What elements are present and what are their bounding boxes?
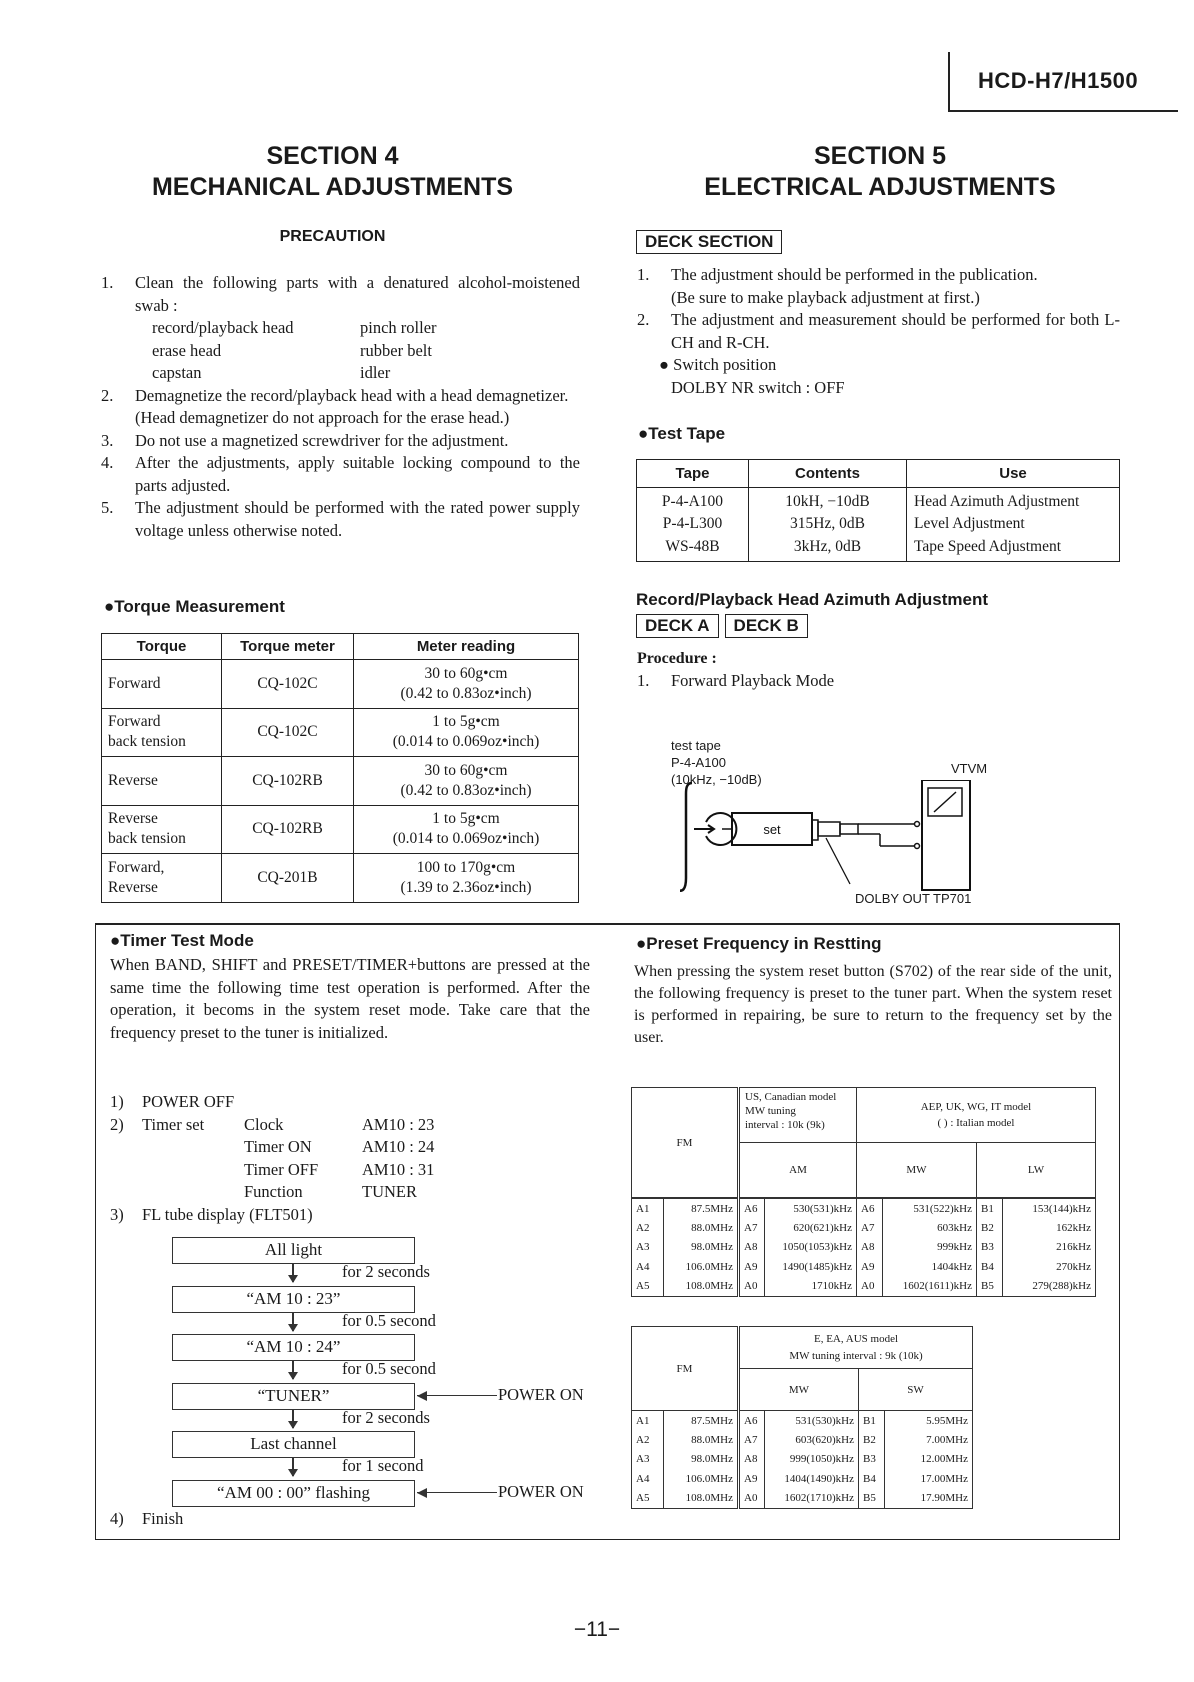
flow-step: “AM 10 : 24” for 0.5 second <box>172 1334 592 1383</box>
model-number: HCD-H7/H1500 <box>978 68 1139 93</box>
deck-labels <box>636 614 808 638</box>
timer-step-2: 2) Timer set Clock AM10 : 23 Timer ON AM10 : 24 Timer OFF AM10 : 31 Function TUNER <box>110 1114 590 1204</box>
switch-position-value: DOLBY NR switch : OFF <box>671 377 845 397</box>
flow-step: “TUNER” POWER ON for 2 seconds <box>172 1383 592 1432</box>
timer-test-paragraph: When BAND, SHIFT and PRESET/TIMER+buttons are pressed at the same time the following time test operation is performed. After the operation, it becoms in the system reset mode. Take care that the frequency preset to the tuner is initialized. <box>110 955 590 1042</box>
fl-display-flowchart <box>172 1237 592 1510</box>
precaution-item: 2. Demagnetize the record/playback head with a head demagnetizer. <box>101 385 569 405</box>
azimuth-connection-diagram <box>680 780 1010 900</box>
parts-row: capstan idler <box>152 363 391 382</box>
table-row: A3 98.0MHz A8 999(1050)kHz B3 12.00MHz <box>632 1450 973 1470</box>
probe-label: DOLBY OUT TP701 <box>855 891 972 906</box>
svg-text:set: set <box>763 822 781 837</box>
preset-table-us-aep: FM US, Canadian model MW tuning interval : 10k (9k) AEP, UK, WG, IT model ( ) : Italian model AM MW LW <box>631 1087 1096 1198</box>
deck-section-label: DECK SECTION <box>636 230 782 254</box>
table-row: A3 98.0MHz A8 1050(1053)kHz A8 999kHz B3 216kHz <box>632 1238 1096 1258</box>
section4-number: SECTION 4 <box>266 142 399 170</box>
precaution-item: 3. Do not use a magnetized screwdriver for the adjustment. <box>101 430 509 450</box>
timer-test-title: ●Timer Test Mode <box>110 931 254 950</box>
timer-step-4: 4) Finish <box>110 1509 184 1528</box>
preset-table-e-ea-aus: FM E, EA, AUS model MW tuning interval : 9k (10k) MW SW A1 87.5MHz A6 531(530)kHz B1 5.95MHz A2 88.0MHz A7 603(620)kHz B2 7.00MHz A3 98.0MHz A8 999(1050)kHz B3 12.00MHz A4 106.0MHz A9 1404(1490)kHz B4 17.00MHz A5 108.0MHz A0 1602(1710)kHz B5 17.90MHz <box>631 1326 973 1509</box>
table-row: A4 106.0MHz A9 1490(1485)kHz A9 1404kHz B4 270kHz <box>632 1257 1096 1277</box>
table-row: A5 108.0MHz A0 1710kHz A0 1602(1611)kHz B5 279(288)kHz <box>632 1277 1096 1297</box>
table-row: A1 87.5MHz A6 531(530)kHz B1 5.95MHz <box>632 1411 973 1431</box>
section5-heading: ELECTRICAL ADJUSTMENTS <box>704 173 1056 201</box>
vtvm-box <box>922 780 970 890</box>
precaution-item: 1. Clean the following parts with a denatured alcohol-moistened swab : <box>101 273 580 315</box>
procedure-step: 1. Forward Playback Mode <box>637 671 835 690</box>
table-row: A4 106.0MHz A9 1404(1490)kHz B4 17.00MHz <box>632 1469 973 1489</box>
precaution-list <box>101 272 580 542</box>
deck-a-label: DECK A <box>636 614 719 638</box>
table-row: WS-48B 3kHz, 0dB Tape Speed Adjustment <box>637 536 1120 562</box>
preset-table-us-aep-rows <box>631 1198 1096 1297</box>
test-tape-table <box>636 459 1120 562</box>
preset-title: ●Preset Frequency in Restting <box>636 934 882 953</box>
procedure-label: Procedure : <box>637 650 717 667</box>
table-header-row: Torque Torque meter Meter reading <box>102 634 579 660</box>
parts-list <box>101 317 580 385</box>
preset-paragraph: When pressing the system reset button (S702) of the rear side of the unit, the following frequency is preset to the tuner part. When the system reset is performed in repairing, be sure to return to the frequency set by the user. <box>634 963 1112 1046</box>
precaution-item: 5. The adjustment should be performed with the rated power supply voltage unless otherwise noted. <box>101 498 580 540</box>
table-row: Forward, Reverse CQ-201B 100 to 170g•cm (1.39 to 2.36oz•inch) <box>102 854 579 903</box>
section4-title <box>95 141 570 203</box>
azimuth-title: Record/Playback Head Azimuth Adjustment <box>636 590 989 609</box>
test-tape-title: ●Test Tape <box>638 424 726 443</box>
timer-steps <box>110 1091 590 1226</box>
flow-step: “AM 00 : 00” flashing POWER ON <box>172 1480 592 1510</box>
timer-step-3: 3) FL tube display (FLT501) <box>110 1204 313 1224</box>
arrow-left-icon <box>417 1492 497 1493</box>
torque-table <box>101 633 579 903</box>
table-row: A1 87.5MHz A6 530(531)kHz A6 531(522)kHz B1 153(144)kHz <box>632 1199 1096 1219</box>
flow-step: All light for 2 seconds <box>172 1237 592 1286</box>
deck-b-label: DECK B <box>725 614 808 638</box>
precaution-title: PRECAUTION <box>279 228 386 245</box>
table-row: A5 108.0MHz A0 1602(1710)kHz B5 17.90MHz <box>632 1489 973 1509</box>
precaution-item: 4. After the adjustments, apply suitable locking compound to the parts adjusted. <box>101 453 580 495</box>
section5-title <box>620 141 1140 203</box>
parts-row: record/playback head pinch roller <box>152 318 437 337</box>
table-row: P-4-A100 10kH, −10dB Head Azimuth Adjustment <box>637 488 1120 514</box>
section4-heading: MECHANICAL ADJUSTMENTS <box>151 173 514 201</box>
switch-position-label: ● Switch position <box>659 355 777 374</box>
table-row: Reverse CQ-102RB 30 to 60g•cm (0.42 to 0.83oz•inch) <box>102 757 579 806</box>
deck-notes <box>637 264 1120 399</box>
page-number: −11− <box>573 1618 621 1641</box>
deck-note-item: 1. The adjustment should be performed in the publication. <box>637 265 1038 284</box>
timer-settings: Clock AM10 : 23 Timer ON AM10 : 24 Timer OFF AM10 : 31 Function TUNER <box>244 1114 435 1201</box>
vtvm-label: VTVM <box>951 761 988 776</box>
deck-note-sub: (Be sure to make playback adjustment at first.) <box>671 287 980 307</box>
table-row: Reverse back tension CQ-102RB 1 to 5g•cm (0.014 to 0.069oz•inch) <box>102 805 579 854</box>
table-row: A2 88.0MHz A7 603(620)kHz B2 7.00MHz <box>632 1430 973 1450</box>
timer-step-1: 1) POWER OFF <box>110 1092 235 1111</box>
table-header-row: Tape Contents Use <box>637 460 1120 488</box>
table-row: P-4-L300 315Hz, 0dB Level Adjustment <box>637 513 1120 536</box>
arrow-left-icon <box>417 1395 497 1396</box>
section5-number: SECTION 5 <box>814 142 946 170</box>
table-row: A2 88.0MHz A7 620(621)kHz A7 603kHz B2 162kHz <box>632 1218 1096 1238</box>
flow-step: “AM 10 : 23” for 0.5 second <box>172 1286 592 1335</box>
table-row: Forward CQ-102C 30 to 60g•cm (0.42 to 0.83oz•inch) <box>102 660 579 709</box>
deck-note-item: 2. The adjustment and measurement should be performed for both L-CH and R-CH. <box>637 310 1120 352</box>
test-tape-label: test tape P-4-A100 (10kHz, −10dB) <box>671 738 762 787</box>
table-row: Forward back tension CQ-102C 1 to 5g•cm (0.014 to 0.069oz•inch) <box>102 708 579 757</box>
precaution-note: (Head demagnetizer do not approach for the erase head.) <box>135 408 510 427</box>
torque-title: ●Torque Measurement <box>104 597 285 616</box>
tape-path-icon <box>680 783 692 891</box>
parts-row: erase head rubber belt <box>152 340 432 360</box>
flow-step: Last channel for 1 second <box>172 1431 592 1480</box>
